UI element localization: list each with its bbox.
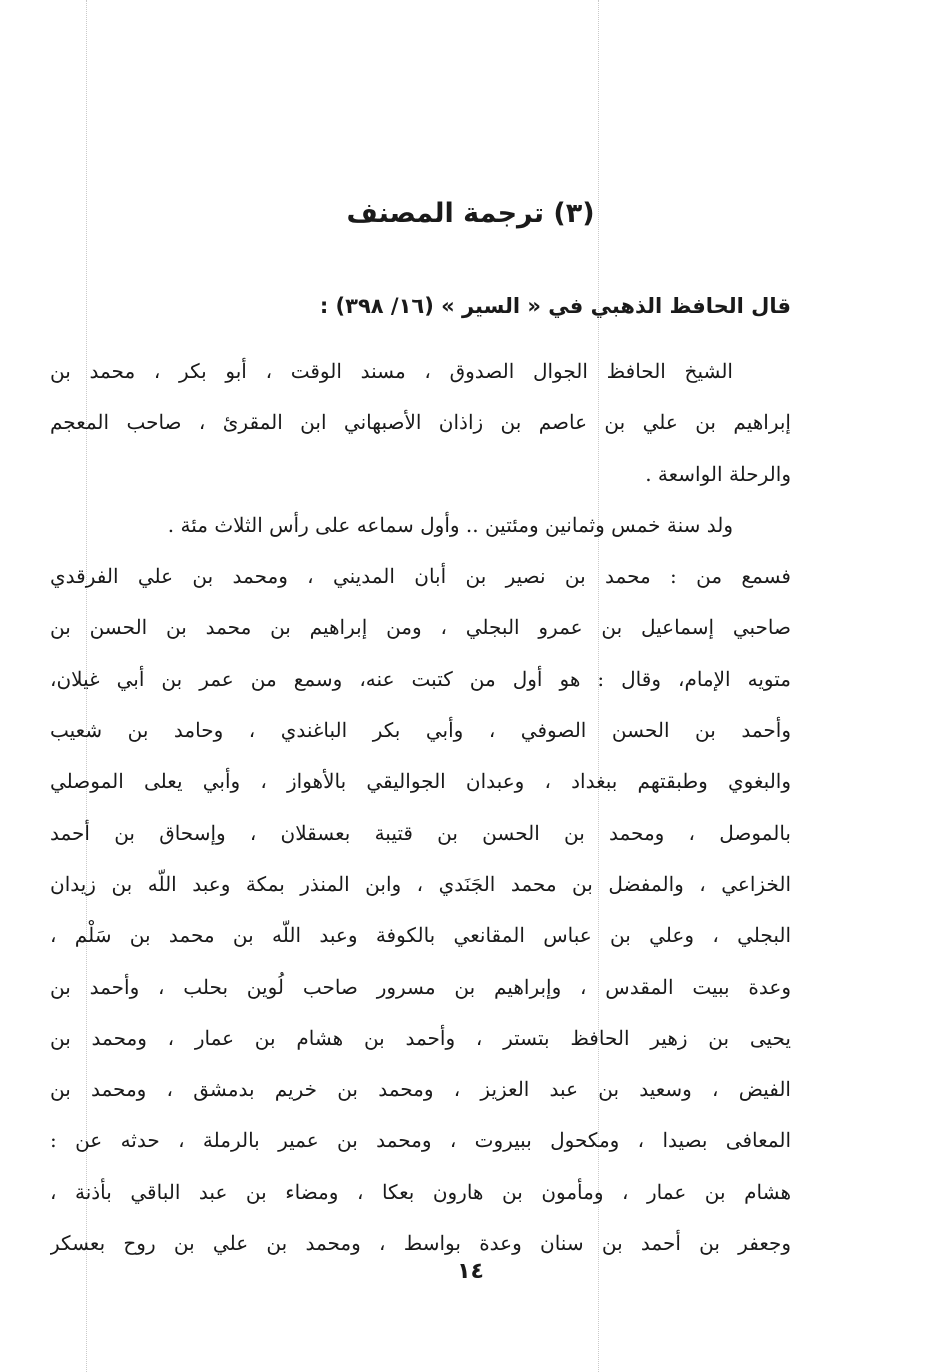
text-line: وجعفر بن أحمد بن سنان وعدة بواسط ، ومحمد بن علي بن روح بعسكر — [50, 1231, 791, 1256]
text-line: فسمع من : محمد بن نصير بن أبان المديني ، ومحمد بن علي الفرقدي — [50, 564, 791, 589]
text-line: البجلي ، وعلي بن عباس المقانعي بالكوفة وعبد اللّه بن محمد بن سَلْم ، — [50, 923, 791, 948]
text-line: وعدة ببيت المقدس ، وإبراهيم بن مسرور صاحب لُوين بحلب ، وأحمد بن — [50, 974, 791, 999]
text-line: الفيض ، وسعيد بن عبد العزيز ، ومحمد بن خريم بدمشق ، ومحمد بن — [50, 1077, 791, 1102]
text-line: الخزاعي ، والمفضل بن محمد الجَنَدي ، وابن المنذر بمكة وعبد اللّه بن زيدان — [50, 871, 791, 896]
text-line: ولد سنة خمس وثمانين ومئتين .. وأول سماعه على رأس الثلاث مئة . — [167, 512, 733, 537]
text-line: صاحبي إسماعيل بن عمرو البجلي ، ومن إبراهيم بن محمد بن الحسن بن — [50, 615, 791, 640]
text-line: بالموصل ، ومحمد بن الحسن بن قتيبة بعسقلان ، وإسحاق بن أحمد — [50, 820, 791, 845]
source-citation: قال الحافظ الذهبي في « السير » (١٦/ ٣٩٨) : — [319, 294, 791, 318]
text-line: الشيخ الحافظ الجوال الصدوق ، مسند الوقت ، أبو بكر ، محمد بن — [50, 359, 733, 383]
text-line: المعافى بصيدا ، ومكحول ببيروت ، ومحمد بن عمير بالرملة ، حدثه عن : — [50, 1128, 791, 1153]
body-text — [50, 346, 791, 1269]
text-line: والرحلة الواسعة . — [645, 461, 791, 486]
text-line: والبغوي وطبقتهم ببغداد ، وعبدان الجواليقي بالأهواز ، وأبي يعلى الموصلي — [50, 769, 791, 794]
text-line: إبراهيم بن علي بن عاصم بن زاذان الأصبهاني ابن المقرئ ، صاحب المعجم — [50, 410, 791, 435]
text-line: يحيى بن زهير الحافظ بتستر ، وأحمد بن هشام بن عمار ، ومحمد بن — [50, 1025, 791, 1050]
chapter-title: (٣) ترجمة المصنف — [346, 198, 595, 229]
text-line: متويه الإمام، وقال : هو أول من كتبت عنه، وسمع من عمر بن أبي غيلان، — [50, 666, 791, 691]
page-number: ١٤ — [457, 1259, 484, 1284]
text-line: هشام بن عمار ، ومأمون بن هارون بعكا ، ومضاء بن عبد الباقي بأذنة ، — [50, 1179, 791, 1204]
text-line: وأحمد بن الحسن الصوفي ، وأبي بكر الباغندي ، وحامد بن شعيب — [50, 718, 791, 743]
